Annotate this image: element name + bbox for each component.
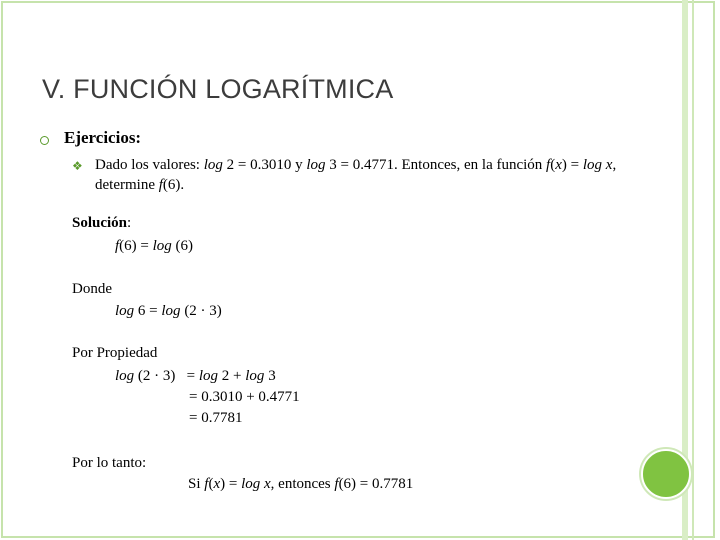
equation-result: = 0.7781 bbox=[189, 410, 243, 426]
final-statement: Si f(x) = log x, entonces f(6) = 0.7781 bbox=[188, 476, 414, 492]
section-heading: Ejercicios: bbox=[64, 128, 142, 147]
bullet-diamond-icon: ❖ bbox=[72, 159, 83, 173]
decorative-green-circle bbox=[641, 449, 691, 499]
propiedad-label: Por Propiedad bbox=[72, 345, 158, 361]
equation-log6: log 6 = log (2 · 3) bbox=[115, 303, 222, 319]
donde-label: Donde bbox=[72, 281, 112, 297]
equation-property: log (2 · 3) = log 2 + log 3 bbox=[115, 368, 276, 384]
slide-title: V. FUNCIÓN LOGARÍTMICA bbox=[42, 74, 394, 104]
decorative-vertical-line bbox=[692, 0, 694, 540]
bullet-circle-icon bbox=[40, 136, 49, 145]
por-lo-tanto-label: Por lo tanto: bbox=[72, 455, 147, 471]
equation-f6: f(6) = log (6) bbox=[115, 238, 194, 254]
equation-sum: = 0.3010 + 0.4771 bbox=[189, 389, 300, 405]
solution-label: Solución: bbox=[72, 215, 132, 231]
problem-statement: Dado los valores: log 2 = 0.3010 y log 3 = 0.4771. Entonces, en la función f(x) = log x, determine f(6). bbox=[95, 157, 617, 193]
